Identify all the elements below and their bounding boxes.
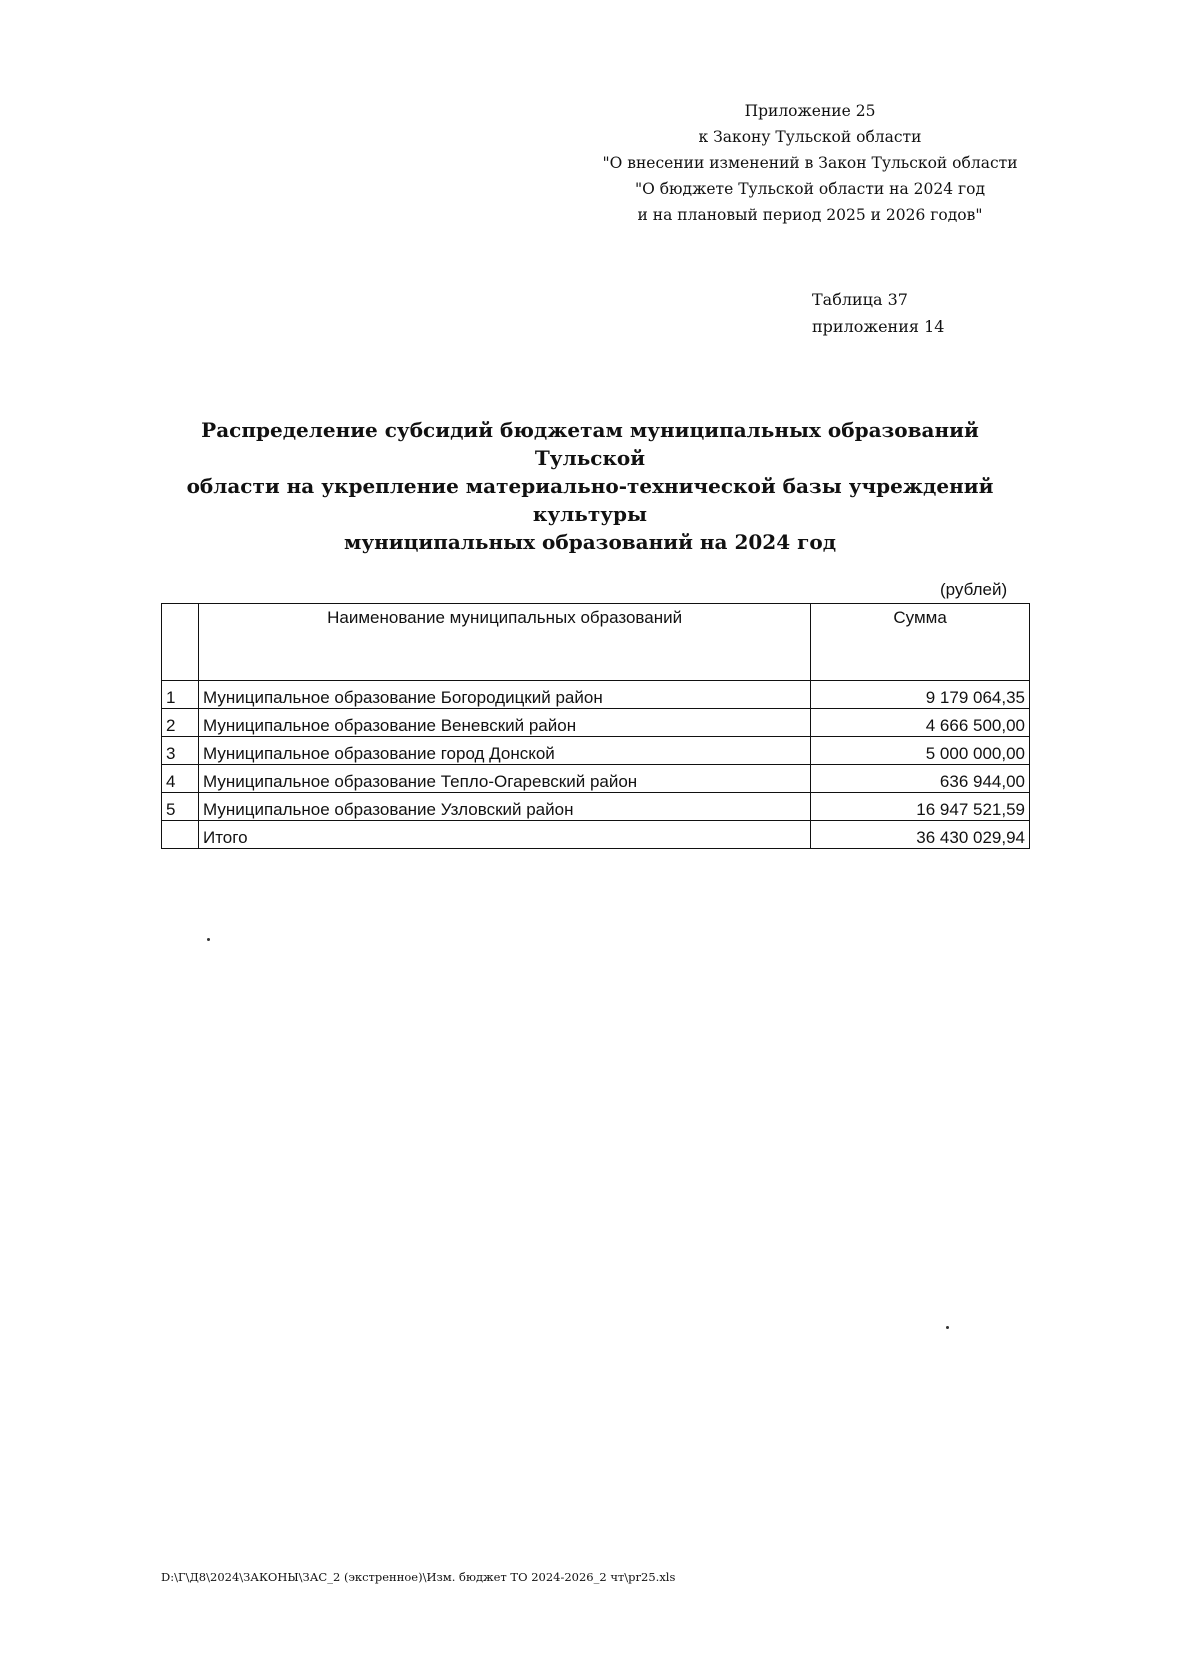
row-sum: 5 000 000,00 — [811, 737, 1030, 765]
document-title — [150, 416, 1030, 556]
row-number: 5 — [162, 793, 199, 821]
row-name: Муниципальное образование Узловский район — [198, 793, 810, 821]
table-row — [162, 681, 1030, 709]
header-number — [162, 604, 199, 681]
row-name: Муниципальное образование Веневский район — [198, 709, 810, 737]
table-header-row — [162, 604, 1030, 681]
table-number: Таблица 37 — [812, 290, 908, 309]
title-line: Распределение субсидий бюджетам муниципальных образований Тульской — [201, 418, 979, 470]
total-number — [162, 821, 199, 849]
row-number: 4 — [162, 765, 199, 793]
row-sum: 636 944,00 — [811, 765, 1030, 793]
row-name: Муниципальное образование город Донской — [198, 737, 810, 765]
header-sum: Сумма — [811, 604, 1030, 681]
appendix-header-line: "О бюджете Тульской области на 2024 год — [634, 180, 986, 198]
row-number: 2 — [162, 709, 199, 737]
appendix-header-line: и на плановый период 2025 и 2026 годов" — [637, 206, 983, 224]
appendix-header — [600, 98, 1020, 228]
row-sum: 4 666 500,00 — [811, 709, 1030, 737]
units-label: (рублей) — [940, 580, 1008, 599]
title-line: муниципальных образований на 2024 год — [343, 530, 837, 554]
table-row — [162, 793, 1030, 821]
appendix-header-line: к Закону Тульской области — [698, 128, 922, 146]
scan-speck — [946, 1326, 949, 1329]
total-row — [162, 821, 1030, 849]
table-row — [162, 737, 1030, 765]
table-row — [162, 765, 1030, 793]
row-number: 1 — [162, 681, 199, 709]
appendix-header-line: "О внесении изменений в Закон Тульской области — [602, 154, 1018, 172]
row-name: Муниципальное образование Тепло-Огаревский район — [198, 765, 810, 793]
appendix-reference: приложения 14 — [812, 317, 945, 336]
row-sum: 9 179 064,35 — [811, 681, 1030, 709]
total-sum: 36 430 029,94 — [811, 821, 1030, 849]
row-sum: 16 947 521,59 — [811, 793, 1030, 821]
file-path-footer: D:\Г\Д8\2024\ЗАКОНЫ\ЗАС_2 (экстренное)\Изм. бюджет ТО 2024-2026_2 чт\pr25.xls — [161, 1570, 676, 1584]
row-number: 3 — [162, 737, 199, 765]
appendix-header-line: Приложение 25 — [744, 102, 876, 120]
subsidy-table — [161, 603, 1030, 849]
total-label: Итого — [198, 821, 810, 849]
title-line: области на укрепление материально-технической базы учреждений культуры — [186, 474, 994, 526]
table-row — [162, 709, 1030, 737]
table-reference — [812, 286, 944, 340]
scan-speck — [207, 938, 210, 941]
header-name: Наименование муниципальных образований — [198, 604, 810, 681]
row-name: Муниципальное образование Богородицкий район — [198, 681, 810, 709]
